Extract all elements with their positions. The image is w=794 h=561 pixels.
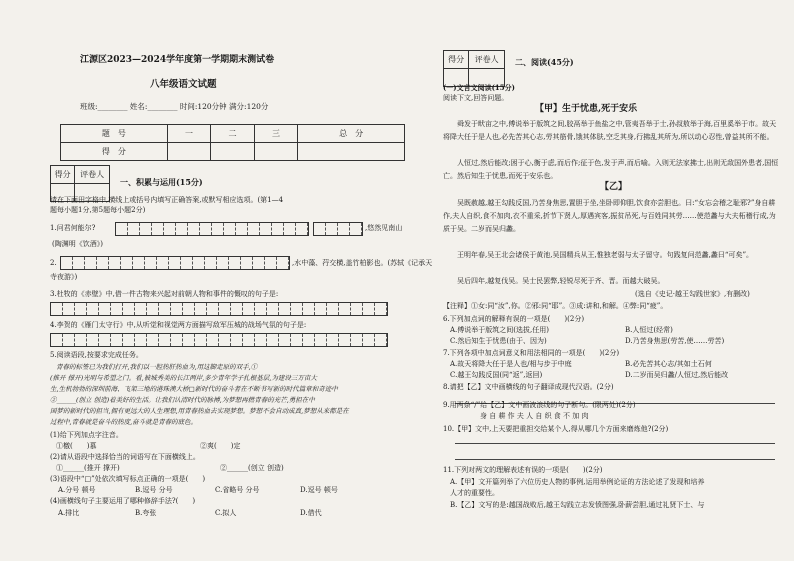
passage-a-title: 【甲】生于忧患,死于安乐 xyxy=(535,104,638,114)
sub-q1-item: ②爽( )定 xyxy=(200,442,241,450)
grader-box-right xyxy=(443,50,505,87)
q3-text: 3.杜牧的《赤壁》中,借一件古物来兴起对前朝人物和事件的慨叹的句子是: xyxy=(50,290,279,298)
passage-a-para: 舜发于畎亩之中,傅说举于版筑之间,胶鬲举于鱼盐之中,管夷吾举于士,孙叔敖举于海,百里奚举于市。故天将降大任于是人也,必先苦其心志,劳其筋骨,饿其体肤,空乏其身,行拂乱其所为,所以动心忍性,曾益其所不能。 xyxy=(443,120,777,141)
q11-text: 11.下列对两文的理解表述有误的一项是( )(2分) xyxy=(443,466,603,474)
q11-option-line[interactable]: A.【甲】文开篇列举了六位历史人物的事例,运用举例论证的方法论述了发现和培养 xyxy=(450,478,705,486)
sub-q3-option[interactable]: B.逗号 分号 xyxy=(135,486,173,494)
q11-option-line: 人才的重要性。 xyxy=(450,489,499,497)
passage-line: (推开 撑开)光明与希望之门。看,被城秀美的长江两岸,多少青年学子扎根基层,为建设三万亩大 xyxy=(50,374,317,382)
sub-q2-item: ①______(推开 撑开) xyxy=(56,464,120,472)
q10-answer-line[interactable] xyxy=(455,443,775,444)
info-line: 班级:________ 姓名:________ 时间:120分钟 满分:120分 xyxy=(80,102,269,111)
score-header-cell: 一 xyxy=(167,125,210,143)
q7-option[interactable]: D.二岁而吴归蠡/人恒过,然后能改 xyxy=(625,371,729,379)
q2-answer-grid[interactable] xyxy=(60,256,290,270)
q7-option[interactable]: A.故天将降大任于是人也/相与步于中庭 xyxy=(450,360,572,368)
passage-b-title: 【乙】 xyxy=(600,182,628,192)
q6-option[interactable]: D.乃苦身焦思(劳苦,使……劳苦) xyxy=(625,337,725,345)
score-cell[interactable] xyxy=(254,143,297,161)
sub-q3: (3)语段中“□”处依次填写标点正确的一项是( ) xyxy=(50,475,206,483)
score-header-cell: 三 xyxy=(254,125,297,143)
sub-q2: (2)请从语段中选择恰当的词语写在下面横线上。 xyxy=(50,453,200,461)
sub-q4-option[interactable]: B.夸张 xyxy=(135,509,157,517)
score-row-label: 得 分 xyxy=(61,143,168,161)
q7-text: 7.下列各项中加点词意义和用法相同的一项是( )(2分) xyxy=(443,349,620,357)
q7-option[interactable]: C.越王勾践反国(同“返”,返回) xyxy=(450,371,543,379)
grader-label: 得分 xyxy=(444,51,469,69)
q6-option[interactable]: A.傅说举于版筑之间(选拔,任用) xyxy=(450,326,549,334)
q2-suffix: ,水中藻、荇交横,盖竹柏影也。(苏轼《记承天 xyxy=(292,259,433,267)
q1-source: (陶渊明《饮酒》) xyxy=(52,240,103,248)
sub-section-title: (一)文言文阅读(15分) xyxy=(443,83,515,92)
notes: 【注释】①女:同“汝”,你。②邪:同“耶”。③成:讲和,和解。④弊:同“疲”。 xyxy=(443,302,668,310)
instruction: 阅读下文,回答问题。 xyxy=(443,94,509,102)
score-header-row xyxy=(61,125,405,143)
passage-line: ②______(创立 创造)着美好的生活。让我们认清时代的脉搏,为梦想再燃青春的光芒,勇担在中 xyxy=(50,396,315,404)
sub-q4-option[interactable]: A.排比 xyxy=(58,509,80,517)
grader-label: 得分 xyxy=(51,166,75,184)
passage-b-para: 王明年春,吴王北会诸侯于黄池,吴国精兵从王,惟独老弱与太子留守。句践复问范蠡,蠡曰“可矣”。 xyxy=(443,251,754,259)
sub-q1-item: ①檄( )慕 xyxy=(56,442,97,450)
passage-source: (选自《史记·越王勾践世家》,有删改) xyxy=(635,290,750,298)
q6-option[interactable]: B.人恒过(经常) xyxy=(625,326,673,334)
sub-q3-option[interactable]: C.省略号 分号 xyxy=(215,486,260,494)
passage-b-para: 吴既赦越,越王勾践反国,乃苦身焦思,置胆于坐,坐卧即仰胆,饮食亦尝胆也。曰:“女忘会稽之耻邪?”身自耕作,夫人自织,食不加肉,衣不重采,折节下贤人,厚遇宾客,振贫吊死,与百姓同其劳……使范蠡与大夫柘稽行成,为质于吴。二岁而吴归蠡。 xyxy=(443,199,776,233)
sub-q4-option[interactable]: C.拟人 xyxy=(215,509,237,517)
q1-suffix: ,悠然见南山 xyxy=(365,224,403,232)
score-header-cell: 二 xyxy=(211,125,254,143)
q10-text: 10.【甲】文中,上天要把重担交给某个人,得从哪几个方面来磨炼他?(2分) xyxy=(443,425,669,433)
grader-label: 评卷人 xyxy=(75,166,110,184)
q6-option[interactable]: C.然后知生于忧患(由于、因为) xyxy=(450,337,547,345)
q2-number: 2. xyxy=(50,259,57,267)
sub-q4-option[interactable]: D.借代 xyxy=(300,509,322,517)
score-table xyxy=(60,124,405,161)
q1-prefix: 1.问君何能尔? xyxy=(50,224,96,232)
score-cell[interactable] xyxy=(298,143,405,161)
right-page xyxy=(420,0,794,561)
score-cell[interactable] xyxy=(211,143,254,161)
grader-label: 评卷人 xyxy=(469,51,505,69)
passage-line: 生,生机勃勃的深圳前海、飞架三地的港珠澳大桥□新时代的奋斗者在不断书写新的时代篇章和奇迹中 xyxy=(50,385,338,393)
passage-line: 青春的标签已为我们打开,我们以一腔热肝热血为,用这脚走原的双手,① xyxy=(56,363,258,371)
q11-option-line[interactable]: B.【乙】文写的是:越国战败后,越王勾践立志发愤图强,卧薪尝胆,通过礼贤下士、与 xyxy=(450,501,705,509)
score-value-row xyxy=(61,143,405,161)
sub-q3-option[interactable]: A.分号 顿号 xyxy=(58,486,96,494)
q6-text: 6.下列加点词的解释有误的一项是( )(2分) xyxy=(443,315,585,323)
sub-q1: (1)给下列加点字注音。 xyxy=(50,431,123,439)
intro-line: 题每小题1分,第5题每小题2分) xyxy=(50,206,146,214)
q9-text: 9.用两条“/”给【乙】文中画波浪线的句子断句。(限两处)(2分) xyxy=(443,401,636,409)
section1-title: 一、积累与运用(15分) xyxy=(120,177,203,187)
passage-a-para: 人恒过,然后能改;困于心,衡于虑,而后作;征于色,发于声,而后喻。入则无法家拂士,出则无敌国外患者,国恒亡。然后知生于忧患,而死于安乐也。 xyxy=(443,159,779,180)
passage-line: 国梦的新时代的担当,拥有更远大的人生理想,用青春热血去实现梦想。梦想不会自动成真,梦想从来都是在 xyxy=(50,407,349,415)
q4-answer-grid[interactable] xyxy=(50,333,388,347)
q7-option[interactable]: B.必先苦其心志/其如土石何 xyxy=(625,360,712,368)
q1-answer-grid-2[interactable] xyxy=(313,222,363,236)
q2-source: 寺夜游》) xyxy=(50,273,78,281)
subject-title: 八年级语文试题 xyxy=(150,79,217,90)
sub-q2-item: ②______(创立 创造) xyxy=(220,464,284,472)
q10-answer-line[interactable] xyxy=(455,459,775,460)
intro-line: 请在下面田字格中,横线上或括号内填写正确答案,或默写相应选项。(第1—4 xyxy=(50,196,284,204)
q8-text: 8.请把【乙】文中画横线的句子翻译成现代汉语。(2分) xyxy=(443,383,614,391)
q1-answer-grid[interactable] xyxy=(115,222,309,236)
q9-sentence: 身 自 耕 作 夫 人 自 织 食 不 加 肉 xyxy=(480,412,589,420)
q3-answer-grid[interactable] xyxy=(50,302,388,316)
score-header-cell: 总 分 xyxy=(298,125,405,143)
passage-b-para: 吴后四年,越复伐吴。吴士民罢弊,轻锐尽死于齐、晋。而越大破吴。 xyxy=(443,277,665,285)
passage-line: 过程中,青春就是奋斗的热度,奋斗就是青春的底色。 xyxy=(50,418,198,426)
score-header-cell: 题 号 xyxy=(61,125,168,143)
q5-title: 5.阅读语段,按要求完成任务。 xyxy=(50,351,143,359)
section2-title: 二、阅读(45分) xyxy=(515,57,574,67)
sub-q3-option[interactable]: D.逗号 顿号 xyxy=(300,486,338,494)
sub-q4: (4)画横线句子主要运用了哪种修辞手法?( ) xyxy=(50,497,196,505)
q4-text: 4.李贺的《雁门太守行》中,从听觉和视觉两方面描写敌军压城的战场气氛的句子是: xyxy=(50,321,307,329)
school-title: 江源区2023—2024学年度第一学期期末测试卷 xyxy=(80,55,275,65)
score-cell[interactable] xyxy=(167,143,210,161)
